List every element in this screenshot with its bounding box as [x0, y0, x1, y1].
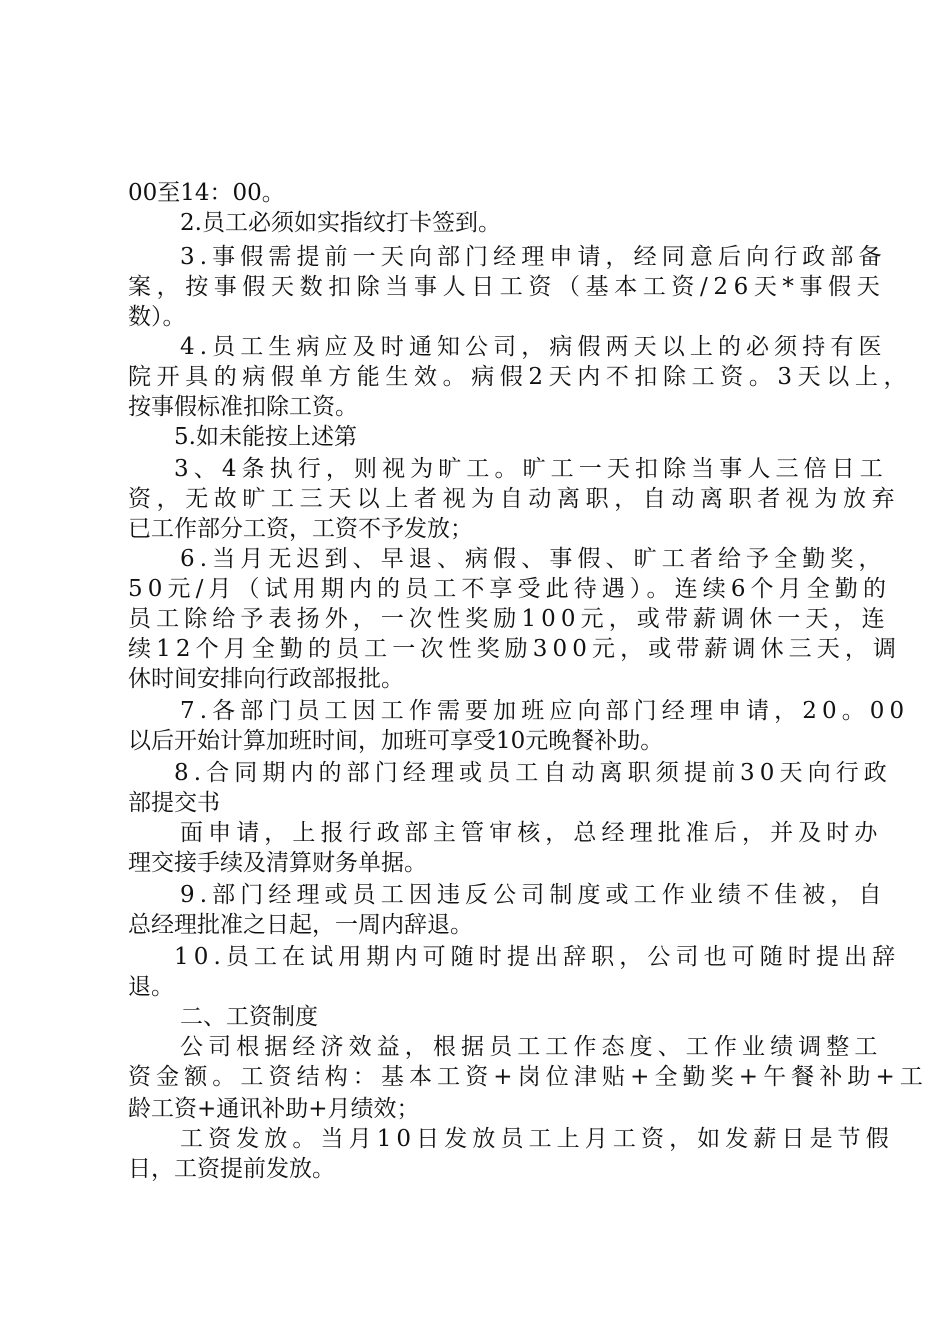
text-line: 4.员工生病应及时通知公司，病假两天以上的必须持有医	[180, 334, 887, 360]
section-heading: 二、工资制度	[180, 1004, 318, 1030]
text-line: 5.如未能按上述第	[174, 424, 357, 450]
text-line: 00至14：00。	[128, 180, 285, 206]
text-line: 2.员工必须如实指纹打卡签到。	[180, 210, 501, 236]
text-line: 员工除给予表扬外，一次性奖励100元，或带薪调休一天，连	[128, 606, 890, 632]
text-line: 3.事假需提前一天向部门经理申请，经同意后向行政部备	[180, 244, 887, 270]
text-line: 续12个月全勤的员工一次性奖励300元，或带薪调休三天，调	[128, 636, 902, 662]
text-line: 9.部门经理或员工因违反公司制度或工作业绩不佳被，自	[180, 882, 887, 908]
text-line: 资金额。工资结构：基本工资+岗位津贴+全勤奖+午餐补助+工	[128, 1064, 928, 1090]
text-line: 公司根据经济效益，根据员工工作态度、工作业绩调整工	[180, 1034, 883, 1060]
text-line: 院开具的病假单方能生效。病假2天内不扣除工资。3天以上，	[128, 364, 913, 390]
text-line: 按事假标准扣除工资。	[128, 394, 358, 420]
text-line: 工资发放。当月10日发放员工上月工资，如发薪日是节假	[180, 1126, 894, 1152]
text-line: 10.员工在试用期内可随时提出辞职，公司也可随时提出辞	[174, 944, 901, 970]
text-line: 总经理批准之日起，一周内辞退。	[128, 912, 473, 938]
text-line: 面申请，上报行政部主管审核，总经理批准后，并及时办	[180, 820, 883, 846]
text-line: 资，无故旷工三天以上者视为自动离职，自动离职者视为放弃	[128, 486, 901, 512]
text-line: 6.当月无迟到、早退、病假、事假、旷工者给予全勤奖，	[180, 546, 887, 572]
text-line: 案，按事假天数扣除当事人日工资（基本工资/26天*事假天	[128, 274, 886, 300]
text-line: 50元/月（试用期内的员工不享受此待遇）。连续6个月全勤的	[128, 576, 892, 602]
text-line: 8.合同期内的部门经理或员工自动离职须提前30天向行政	[174, 760, 892, 786]
text-line: 已工作部分工资，工资不予发放；	[128, 516, 473, 542]
text-line: 部提交书	[128, 790, 220, 816]
text-line: 以后开始计算加班时间，加班可享受10元晚餐补助。	[128, 728, 664, 754]
text-line: 3、4条执行，则视为旷工。旷工一天扣除当事人三倍日工	[174, 456, 888, 482]
text-line: 休时间安排向行政部报批。	[128, 666, 404, 692]
text-line: 理交接手续及清算财务单据。	[128, 850, 427, 876]
text-line: 日，工资提前发放。	[128, 1156, 335, 1182]
text-line: 龄工资+通讯补助+月绩效；	[128, 1096, 420, 1122]
text-line: 数）。	[128, 304, 186, 330]
text-line: 退。	[128, 974, 174, 1000]
text-line: 7.各部门员工因工作需要加班应向部门经理申请，20。00	[180, 698, 910, 724]
